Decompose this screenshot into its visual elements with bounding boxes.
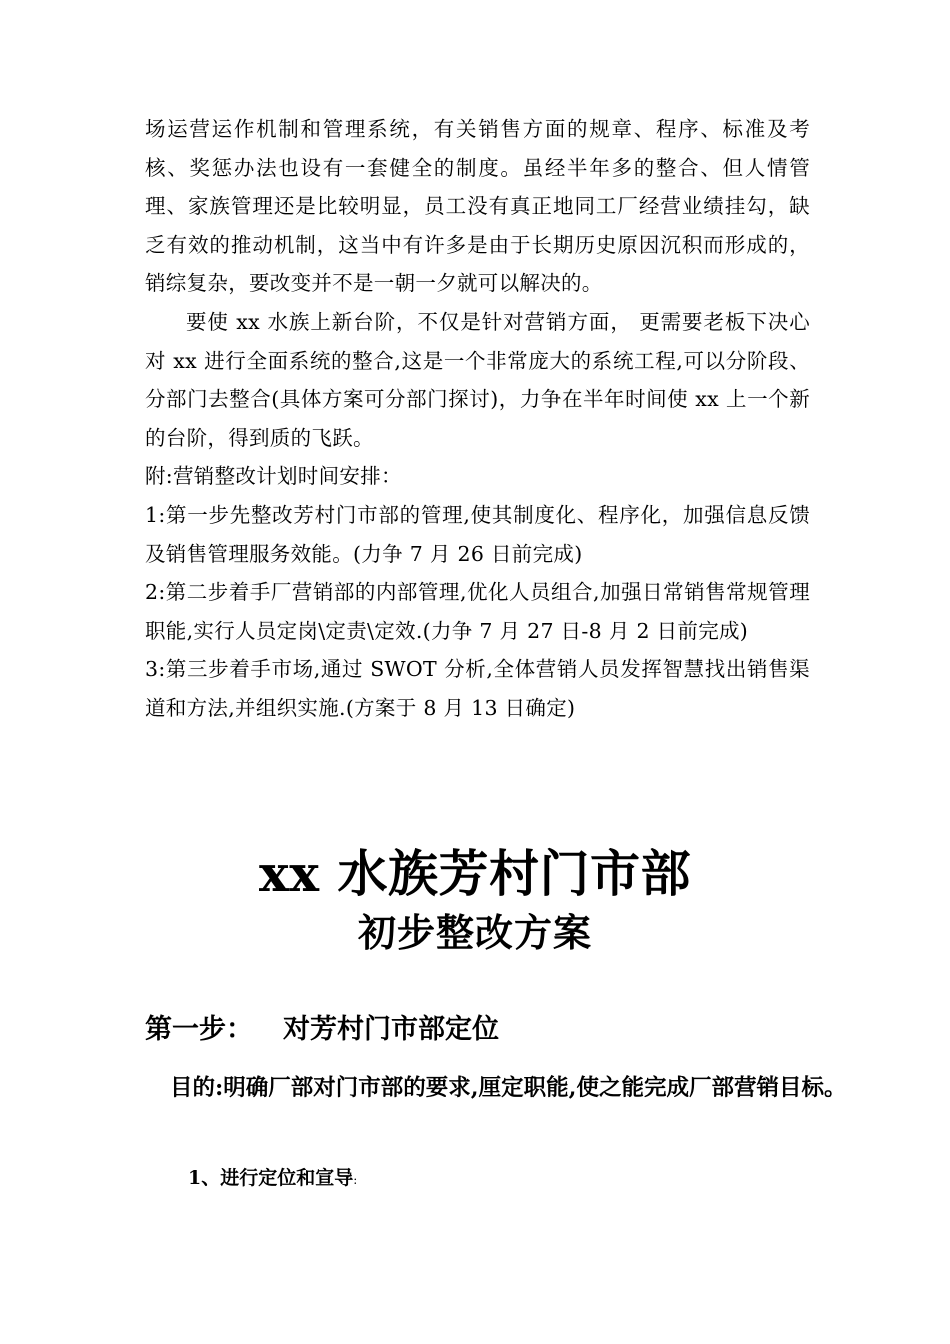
purpose-text: 目的:明确厂部对门市部的要求,厘定职能,使之能完成厂部营销目标。 bbox=[170, 1075, 847, 1101]
document-body bbox=[145, 110, 810, 728]
item-1-colon: : bbox=[353, 1173, 358, 1187]
intro-paragraph-1: 场运营运作机制和管理系统，有关销售方面的规章、程序、标准及考核、奖惩办法也设有一套健全的制度。虽经半年多的整合、但人情管理、家族管理还是比较明显，员工没有真正地同工厂经营业绩挂勾，缺乏有效的推动机制，这当中有许多是由于长期历史原因沉积而形成的，销综复杂，要改变并不是一朝一夕就可以解决的。 bbox=[145, 117, 810, 296]
step-one-text: 对芳村门市部定位 bbox=[283, 1014, 499, 1045]
schedule-step-2: 2:第二步着手厂营销部的内部管理,优化人员组合,加强日常销售常规管理职能,实行人员定岗\定责\定效.(力争 7 月 27 日-8 月 2 日前完成) bbox=[145, 580, 810, 643]
schedule-step-1: 1:第一步先整改芳村门市部的管理,使其制度化、程序化，加强信息反馈及销售管理服务效能。(力争 7 月 26 日前完成) bbox=[145, 502, 810, 566]
item-1-text: 1、进行定位和宣导 bbox=[188, 1167, 354, 1189]
intro-paragraph-2: 要使 xx 水族上新台阶，不仅是针对营销方面， 更需要老板下决心对 xx 进行全面系统的整合,这是一个非常庞大的系统工程,可以分阶段、分部门去整合(具体方案可分部门探讨)，力争在半年时间使 xx 上一个新的台阶，得到质的飞跃。 bbox=[145, 309, 810, 450]
step-one-label: 第一步： bbox=[145, 1014, 253, 1045]
item-1-heading bbox=[188, 1162, 357, 1196]
document-title-block bbox=[0, 842, 950, 960]
schedule-heading: 附:营销整改计划时间安排： bbox=[145, 464, 402, 489]
document-subtitle: 初步整改方案 bbox=[357, 910, 592, 955]
step-one-heading bbox=[145, 1010, 499, 1050]
schedule-step-3: 3:第三步着手市场,通过 SWOT 分析,全体营销人员发挥智慧找出销售渠道和方法,并组织实施.(方案于 8 月 13 日确定) bbox=[145, 657, 810, 720]
document-title: xx 水族芳村门市部 bbox=[258, 844, 692, 903]
